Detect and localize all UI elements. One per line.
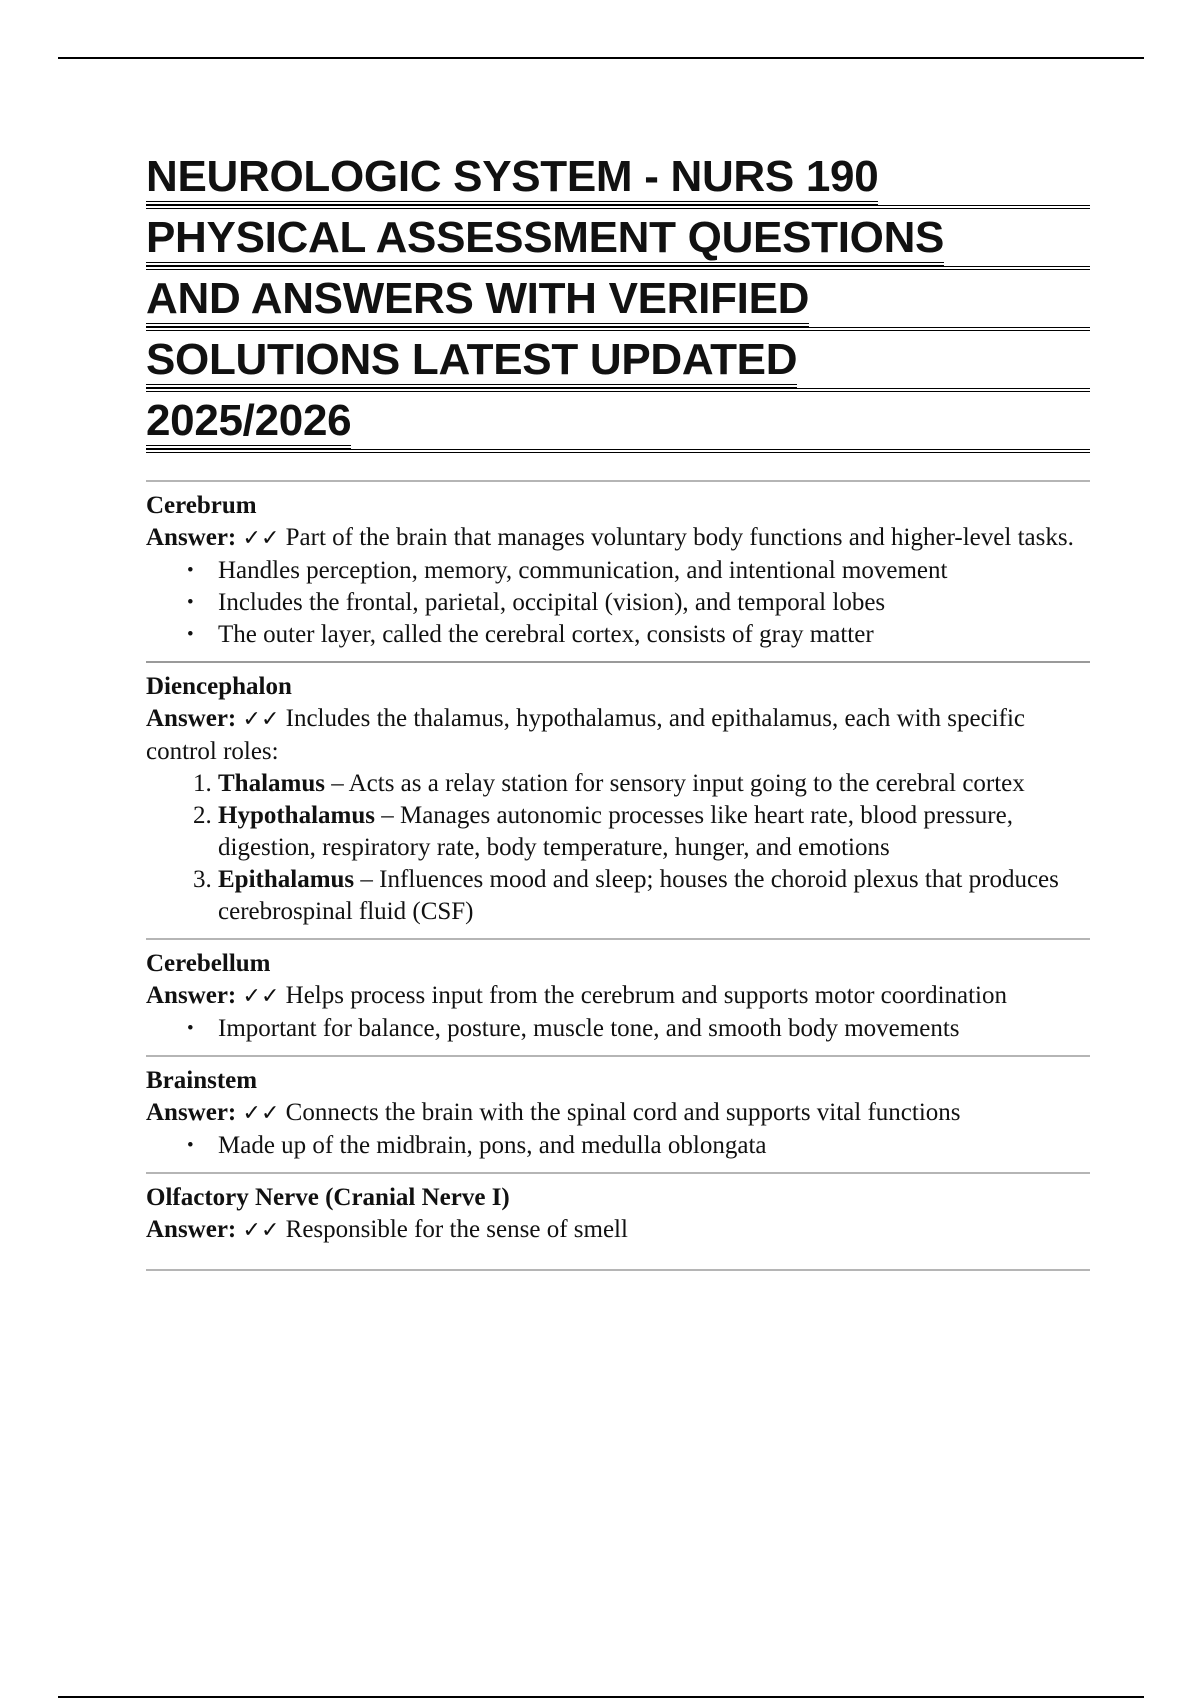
double-check-icon: ✓✓ bbox=[242, 984, 280, 1009]
answer-text: Helps process input from the cerebrum and supports motor coordination bbox=[285, 982, 1008, 1009]
double-check-icon: ✓✓ bbox=[242, 707, 280, 732]
qa-answer bbox=[146, 1214, 1090, 1247]
qa-item-cerebrum bbox=[146, 482, 1090, 661]
title-line: SOLUTIONS LATEST UPDATED bbox=[146, 336, 797, 388]
answer-label: Answer: bbox=[146, 705, 237, 732]
qa-item-cerebellum bbox=[146, 940, 1090, 1055]
qa-term: Cerebellum bbox=[146, 950, 271, 977]
qa-term: Diencephalon bbox=[146, 673, 292, 700]
page-bottom-rule bbox=[58, 1696, 1144, 1698]
qa-term: Olfactory Nerve (Cranial Nerve I) bbox=[146, 1184, 510, 1211]
qa-item-olfactory-nerve bbox=[146, 1174, 1090, 1269]
double-check-icon: ✓✓ bbox=[242, 1101, 280, 1126]
list-item-text: – Manages autonomic processes like heart rate, blood pressure, digestion, respiratory rate, body temperature, hunger, and emotions bbox=[218, 802, 1013, 861]
answer-label: Answer: bbox=[146, 1099, 237, 1126]
list-item: • Includes the frontal, parietal, occipital (vision), and temporal lobes bbox=[218, 587, 1090, 619]
document-content bbox=[146, 148, 1090, 1271]
answer-text: Part of the brain that manages voluntary body functions and higher-level tasks. bbox=[285, 524, 1074, 551]
answer-text: Connects the brain with the spinal cord and supports vital functions bbox=[285, 1099, 961, 1126]
qa-answer bbox=[146, 703, 1090, 768]
title-line: PHYSICAL ASSESSMENT QUESTIONS bbox=[146, 214, 944, 266]
title-line: NEUROLOGIC SYSTEM - NURS 190 bbox=[146, 153, 878, 205]
document-title bbox=[146, 148, 1090, 453]
qa-item-diencephalon bbox=[146, 663, 1090, 938]
qa-item-brainstem bbox=[146, 1057, 1090, 1172]
list-item-term: Thalamus bbox=[218, 770, 325, 797]
bullet-list bbox=[146, 1013, 1090, 1045]
title-line: AND ANSWERS WITH VERIFIED bbox=[146, 275, 809, 327]
bullet-list bbox=[146, 555, 1090, 651]
list-item bbox=[218, 768, 1090, 800]
list-item-term: Epithalamus bbox=[218, 866, 355, 893]
list-item: • Handles perception, memory, communication, and intentional movement bbox=[218, 555, 1090, 587]
section-divider bbox=[146, 1269, 1090, 1271]
qa-answer bbox=[146, 1097, 1090, 1130]
answer-text: Responsible for the sense of smell bbox=[285, 1216, 628, 1243]
numbered-list bbox=[146, 768, 1090, 928]
list-item: • Made up of the midbrain, pons, and medulla oblongata bbox=[218, 1130, 1090, 1162]
list-item: • The outer layer, called the cerebral cortex, consists of gray matter bbox=[218, 619, 1090, 651]
qa-term: Brainstem bbox=[146, 1067, 258, 1094]
qa-answer bbox=[146, 522, 1090, 555]
list-item-text: – Influences mood and sleep; houses the choroid plexus that produces cerebrospinal fluid (CSF) bbox=[218, 866, 1059, 925]
title-line: 2025/2026 bbox=[146, 397, 351, 449]
qa-term: Cerebrum bbox=[146, 492, 257, 519]
bullet-list bbox=[146, 1130, 1090, 1162]
answer-text: Includes the thalamus, hypothalamus, and epithalamus, each with specific control roles: bbox=[146, 705, 1026, 765]
list-item bbox=[218, 864, 1090, 928]
qa-answer bbox=[146, 980, 1090, 1013]
page-top-rule bbox=[58, 57, 1144, 59]
double-check-icon: ✓✓ bbox=[242, 1218, 280, 1243]
list-item-term: Hypothalamus bbox=[218, 802, 375, 829]
list-item: • Important for balance, posture, muscle tone, and smooth body movements bbox=[218, 1013, 1090, 1045]
double-check-icon: ✓✓ bbox=[242, 526, 280, 551]
answer-label: Answer: bbox=[146, 982, 237, 1009]
answer-label: Answer: bbox=[146, 1216, 237, 1243]
list-item bbox=[218, 800, 1090, 864]
answer-label: Answer: bbox=[146, 524, 237, 551]
list-item-text: – Acts as a relay station for sensory input going to the cerebral cortex bbox=[324, 770, 1025, 797]
